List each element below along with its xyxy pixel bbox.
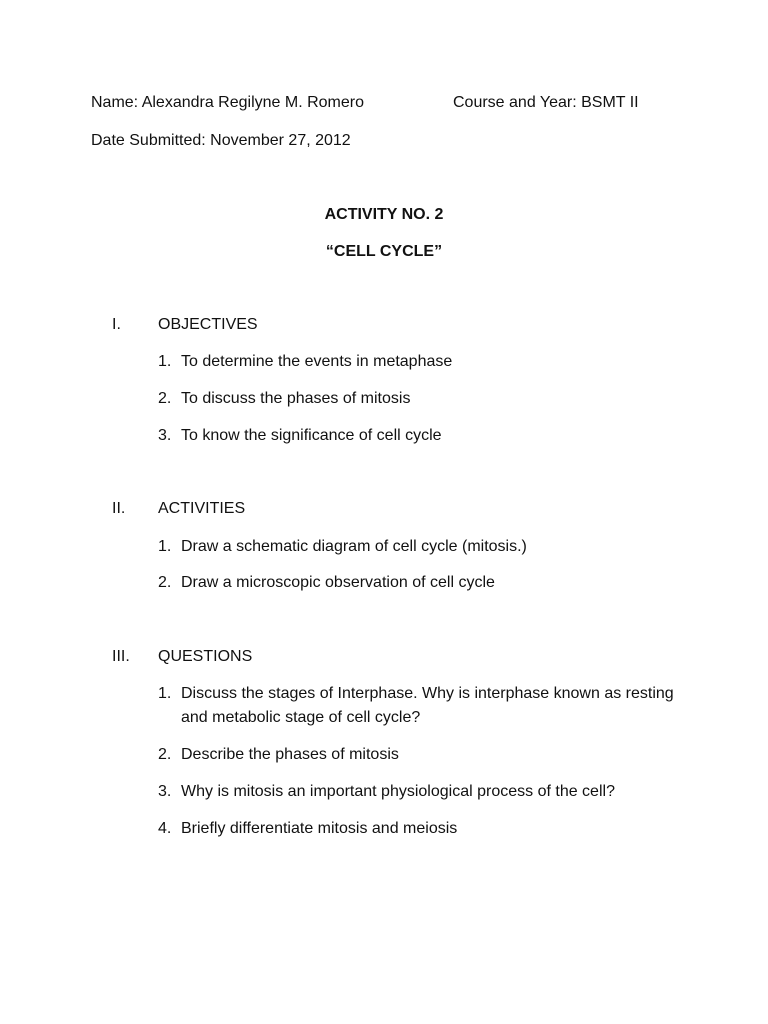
- list-item-number: 1.: [158, 538, 172, 555]
- list-item-number: 2.: [158, 390, 172, 407]
- list-item-number: 1.: [158, 685, 172, 702]
- section-heading-questions: QUESTIONS: [158, 648, 253, 665]
- list-item: Draw a microscopic observation of cell cycle: [181, 574, 495, 591]
- list-item-number: 3.: [158, 783, 172, 800]
- date-submitted: Date Submitted: November 27, 2012: [91, 132, 351, 149]
- activity-subtitle: “CELL CYCLE”: [325, 243, 443, 260]
- section-numeral: II.: [112, 500, 126, 517]
- section-heading-activities: ACTIVITIES: [158, 500, 246, 517]
- list-item: To determine the events in metaphase: [181, 353, 453, 370]
- list-item: To discuss the phases of mitosis: [181, 390, 411, 407]
- list-item: Discuss the stages of Interphase. Why is interphase known as resting and metabolic stage of cell cycle?: [181, 685, 674, 726]
- list-item: Describe the phases of mitosis: [181, 746, 399, 763]
- list-item-number: 2.: [158, 746, 172, 763]
- list-item: Briefly differentiate mitosis and meiosis: [181, 820, 458, 837]
- list-item-number: 1.: [158, 353, 172, 370]
- section-heading-objectives: OBJECTIVES: [158, 316, 258, 333]
- list-item-number: 3.: [158, 427, 172, 444]
- section-numeral: III.: [112, 648, 130, 665]
- activity-title: ACTIVITY NO. 2: [324, 206, 444, 223]
- student-name: Name: Alexandra Regilyne M. Romero: [91, 94, 365, 111]
- course-and-year: Course and Year: BSMT II: [453, 94, 639, 111]
- list-item: Draw a schematic diagram of cell cycle (mitosis.): [181, 538, 527, 555]
- list-item-number: 4.: [158, 820, 172, 837]
- section-numeral: I.: [112, 316, 121, 333]
- list-item: Why is mitosis an important physiological process of the cell?: [181, 783, 615, 800]
- list-item: To know the significance of cell cycle: [181, 427, 442, 444]
- list-item-number: 2.: [158, 574, 172, 591]
